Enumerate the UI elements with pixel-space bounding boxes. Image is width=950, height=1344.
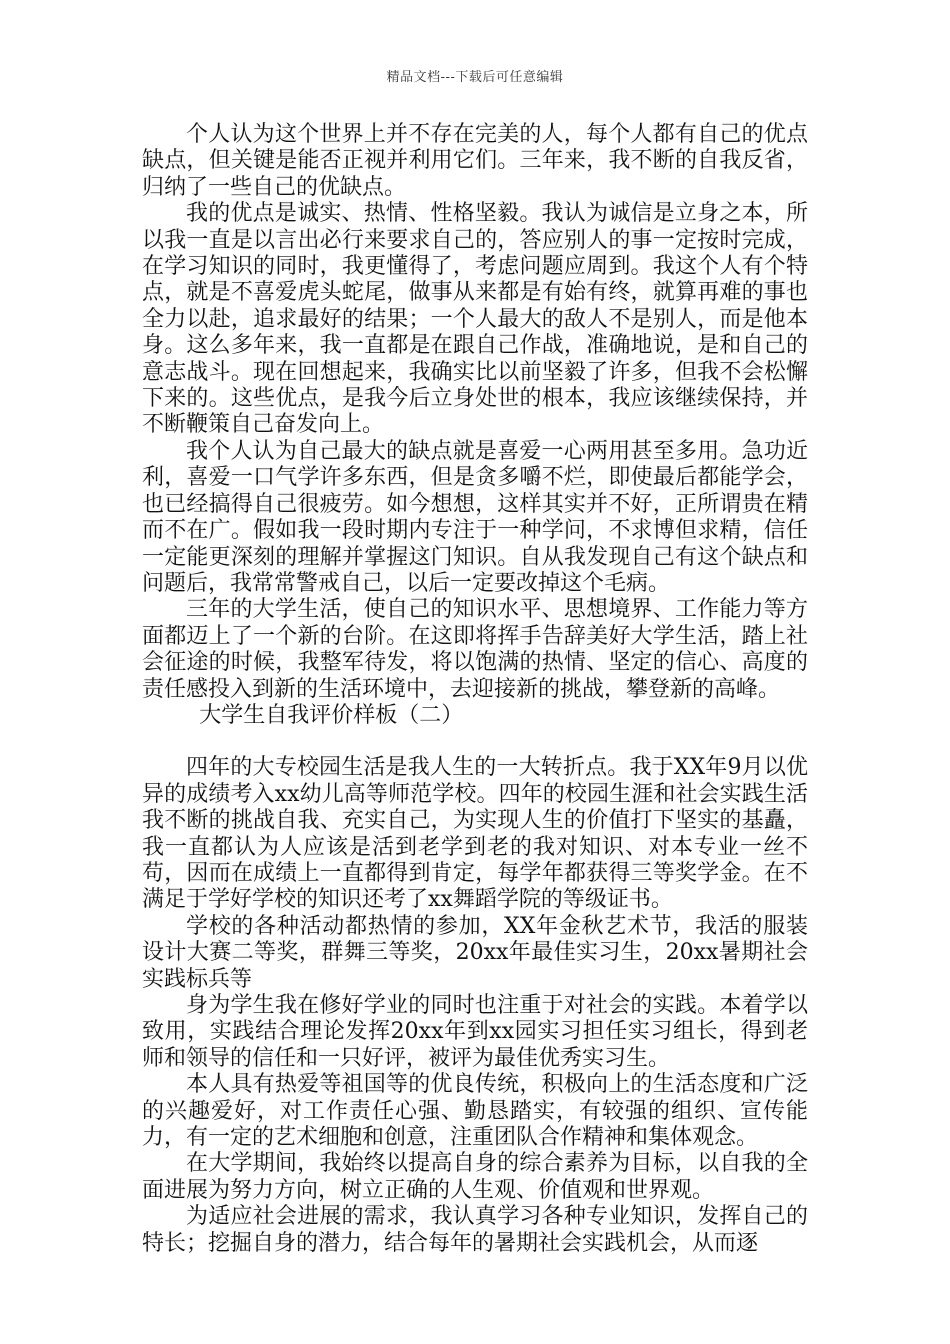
paragraph: 我的优点是诚实、热情、性格坚毅。我认为诚信是立身之本，所以我一直是以言出必行来要求自己的，答应别人的事一定按时完成，在学习知识的同时，我更懂得了，考虑问题应周到。我这个人有个特点，就是不喜爱虎头蛇尾，做事从来都是有始有终，就算再难的事也全力以赴，追求最好的结果；一个人最大的敌人不是别人，而是他本身。这么多年来，我一直都是在跟自己作战，准确地说，是和自己的意志战斗。现在回想起来，我确实比以前坚毅了许多，但我不会松懈下来的。这些优点，是我今后立身处世的根本，我应该继续保持，并不断鞭策自己奋发向上。 bbox=[142, 201, 808, 438]
paragraph: 我个人认为自己最大的缺点就是喜爱一心两用甚至多用。急功近利，喜爱一口气学许多东西，但是贪多嚼不烂，即使最后都能学会，也已经搞得自己很疲劳。如今想想，这样其实并不好，正所谓贵在精而不在广。假如我一段时期内专注于一种学问，不求博但求精，信任一定能更深刻的理解并掌握这门知识。自从我发现自己有这个缺点和问题后，我常常警戒自己，以后一定要改掉这个毛病。 bbox=[142, 438, 808, 596]
paragraph: 身为学生我在修好学业的同时也注重于对社会的实践。本着学以致用，实践结合理论发挥20xx年到xx园实习担任实习组长，得到老师和领导的信任和一只好评，被评为最佳优秀实习生。 bbox=[142, 993, 808, 1071]
section-title: 大学生自我评价样板（二） bbox=[199, 702, 464, 728]
paragraph: 为适应社会进展的需求，我认真学习各种专业知识，发挥自己的特长；挖掘自身的潜力，结合每年的暑期社会实践机会，从而逐 bbox=[142, 1204, 808, 1256]
paragraph: 个人认为这个世界上并不存在完美的人，每个人都有自己的优点缺点，但关键是能否正视并利用它们。三年来，我不断的自我反省，归纳了一些自己的优缺点。 bbox=[142, 122, 808, 200]
page-header: 精品文档---下载后可任意编辑 bbox=[386, 70, 564, 85]
paragraph: 学校的各种活动都热情的参加，XX年金秋艺术节，我活的服装设计大赛二等奖，群舞三等奖，20xx年最佳实习生，20xx暑期社会实践标兵等 bbox=[142, 913, 808, 992]
paragraph: 在大学期间，我始终以提高自身的综合素养为目标，以自我的全面进展为努力方向，树立正确的人生观、价值观和世界观。 bbox=[142, 1151, 808, 1203]
blank-line bbox=[142, 729, 808, 755]
document-body bbox=[142, 122, 808, 1257]
paragraph: 本人具有热爱等祖国等的优良传统，积极向上的生活态度和广泛的兴趣爱好，对工作责任心强、勤恳踏实，有较强的组织、宣传能力，有一定的艺术细胞和创意，注重团队合作精神和集体观念。 bbox=[142, 1072, 808, 1151]
paragraph: 四年的大专校园生活是我人生的一大转折点。我于XX年9月以优异的成绩考入xx幼儿高等师范学校。四年的校园生涯和社会实践生活我不断的挑战自我、充实自己，为实现人生的价值打下坚实的基矗，我一直都认为人应该是活到老学到老的我对知识、对本专业一丝不苟，因而在成绩上一直都得到肯定，每学年都获得三等奖学金。在不满足于学好学校的知识还考了xx舞蹈学院的等级证书。 bbox=[142, 755, 808, 913]
paragraph: 三年的大学生活，使自己的知识水平、思想境界、工作能力等方面都迈上了一个新的台阶。在这即将挥手告辞美好大学生活，踏上社会征途的时候，我整军待发，将以饱满的热情、坚定的信心、高度的责任感投入到新的生活环境中，去迎接新的挑战，攀登新的高峰。 bbox=[142, 597, 808, 702]
